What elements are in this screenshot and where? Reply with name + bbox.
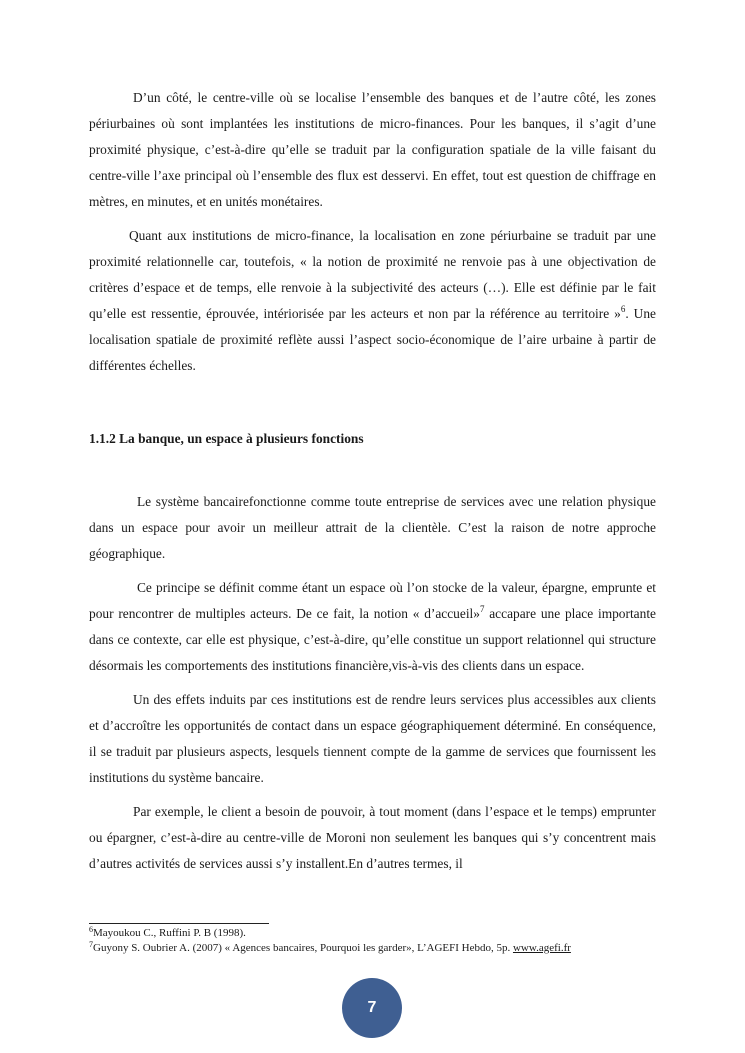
footnote-separator: [89, 923, 269, 924]
paragraph: [89, 575, 656, 679]
page-number-badge: 7: [342, 978, 402, 1038]
paragraph-text: Le système bancairefonctionne comme toute entreprise de services avec une relation physique dans un espace pour avoir un meilleur attrait de la clientèle. C’est la raison de notre approche géographique.: [89, 494, 656, 561]
footnote-item: [89, 926, 689, 941]
paragraph-text: Quant aux institutions de micro-finance, la localisation en zone périurbaine se traduit par une proximité relationnelle car, toutefois, « la notion de proximité ne renvoie pas à une objectivation de critères d’espace et de temps, elle renvoie à la subjectivité des acteurs (…). Elle est définie par le fait qu’elle est ressentie, éprouvée, intériorisée par les acteurs et non par la référence au territoire »: [89, 228, 656, 321]
paragraph-text: Un des effets induits par ces institutions est de rendre leurs services plus accessibles aux clients et d’accroître les opportunités de contact dans un espace géographiquement déterminé. En conséquence, il se traduit par plusieurs aspects, lesquels tiennent compte de la gamme de services que fournissent les institutions du système bancaire.: [89, 692, 656, 785]
paragraph-text: accapare une place importante dans ce contexte, car elle est physique, c’est-à-dire, qu’elle constitue un support relationnel qui structure désormais les comportements des institutions financière,vis-à-vis des clients dans un espace.: [89, 606, 656, 673]
footnote-text: Guyony S. Oubrier A. (2007) « Agences bancaires, Pourquoi les garder», L’AGEFI Hebdo, 5p.: [93, 942, 513, 954]
paragraph: [89, 223, 656, 379]
footnote-reference[interactable]: 7: [479, 604, 485, 614]
section-body-text: [89, 489, 656, 877]
paragraph-text: . Une localisation spatiale de proximité reflète aussi l’aspect socio-économique de l’aire urbaine à partir de différentes échelles.: [89, 306, 656, 373]
paragraph-text: D’un côté, le centre-ville où se localise l’ensemble des banques et de l’autre côté, les zones périurbaines où sont implantées les institutions de micro-finances. Pour les banques, il s’agit d’une proximité physique, c’est-à-dire qu’elle se traduit par la configuration spatiale de la ville faisant du centre-ville l’axe principal où l’ensemble des flux est desservi. En effet, tout est question de chiffrage en mètres, en minutes, et en unités monétaires.: [89, 90, 656, 209]
footnote-number: 7: [89, 940, 93, 949]
footnote-number: 6: [89, 925, 93, 934]
paragraph: [89, 799, 656, 877]
footnote-text: Mayoukou C., Ruffini P. B (1998).: [93, 927, 246, 939]
paragraph: [89, 687, 656, 791]
footnote-item: [89, 941, 689, 956]
paragraph-text: Par exemple, le client a besoin de pouvoir, à tout moment (dans l’espace et le temps) emprunter ou épargner, c’est-à-dire au centre-ville de Moroni non seulement les banques qui s’y concentrent mais d’autres activités de services aussi s’y installent.En d’autres termes, il: [89, 804, 656, 871]
footnotes: [89, 926, 689, 956]
footnote-reference[interactable]: 6: [620, 304, 626, 314]
paragraph: [89, 489, 656, 567]
paragraph-text: Ce principe se définit comme étant un espace où l’on stocke de la valeur, épargne, emprunte et pour rencontrer de multiples acteurs. De ce fait, la notion « d’accueil»: [89, 580, 656, 621]
footnote-link[interactable]: www.agefi.fr: [512, 942, 571, 954]
paragraph: [89, 85, 656, 215]
section-intro-text: [89, 85, 656, 379]
section-heading: 1.1.2 La banque, un espace à plusieurs fonctions: [89, 431, 364, 446]
